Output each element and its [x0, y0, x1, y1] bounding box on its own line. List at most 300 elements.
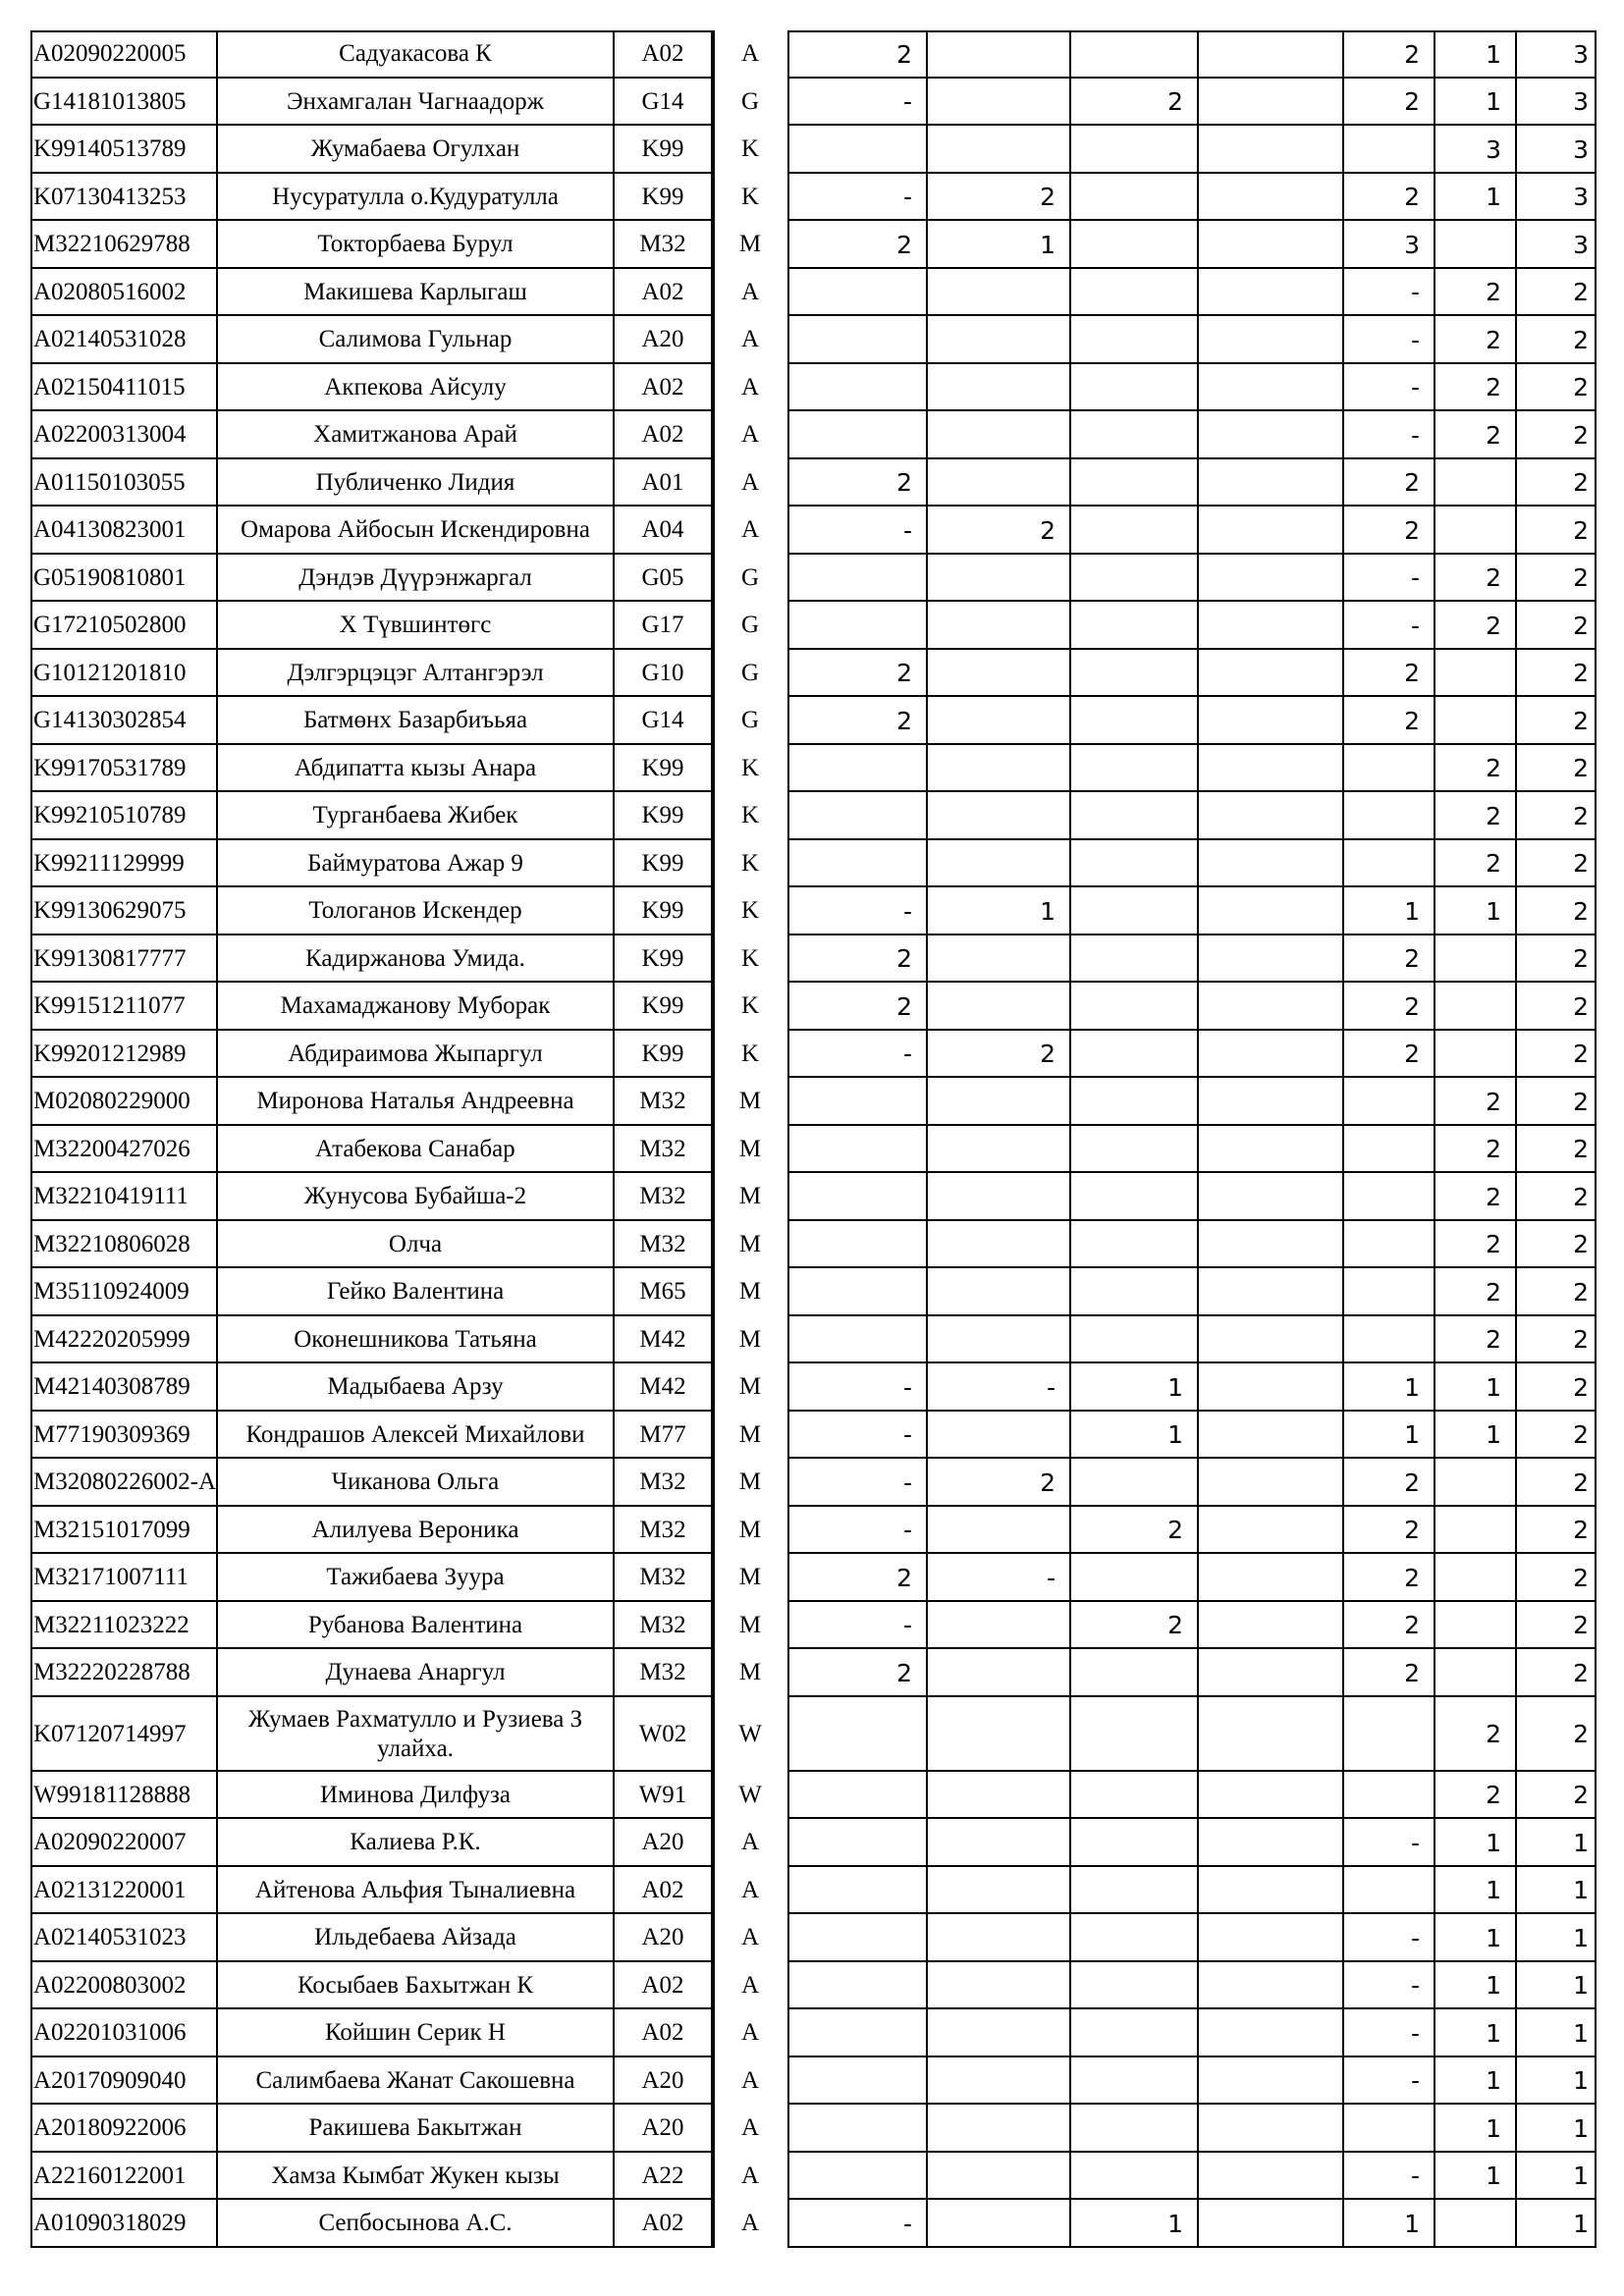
score-cell-3	[1071, 1554, 1199, 1602]
score-cell-2	[928, 1078, 1071, 1126]
score-cell-2	[928, 269, 1071, 317]
score-cell-1	[787, 792, 928, 840]
group-letter: W	[738, 1720, 762, 1747]
score-cell-3	[1071, 1078, 1199, 1126]
score-cell-1: -	[787, 1031, 928, 1079]
region-code: G14	[615, 79, 713, 127]
person-name: Нусуратулла о.Кудуратулла	[218, 174, 615, 222]
score-cell-5	[1344, 1221, 1435, 1269]
score-cell-4	[1199, 983, 1344, 1031]
score-cell-7: 1	[1573, 1828, 1589, 1857]
record-id: M32210419111	[30, 1173, 218, 1221]
person-name: Турганбаева Жибек	[218, 792, 615, 840]
score-cell-4	[1199, 1867, 1344, 1915]
score-cell-3	[1071, 269, 1199, 317]
score-cell-5: 1	[1344, 1363, 1435, 1412]
record-id: K99170531789	[30, 745, 218, 793]
score-cell-1	[787, 269, 928, 317]
score-cell-5	[1344, 745, 1435, 793]
score-cell-7: 2	[1573, 1182, 1589, 1211]
score-cell-3	[1071, 2153, 1199, 2201]
score-cell-4	[1199, 364, 1344, 412]
score-cell-7: 3	[1573, 183, 1589, 212]
score-cell-7: 2	[1573, 1468, 1589, 1497]
score-cell-6	[1435, 1649, 1517, 1697]
score-cell-5	[1344, 1772, 1435, 1820]
score-cell-4	[1199, 1459, 1344, 1507]
score-cell-3	[1071, 1126, 1199, 1174]
region-code: A22	[615, 2153, 713, 2201]
score-cell-4	[1199, 887, 1344, 935]
score-cell-3	[1071, 1031, 1199, 1079]
score-cell-7: 1	[1573, 1876, 1589, 1905]
score-cell-6: 2	[1435, 269, 1517, 317]
score-cell-7: 1	[1573, 2066, 1589, 2096]
score-cell-2	[928, 2153, 1071, 2201]
record-id: A02201031006	[30, 2009, 218, 2057]
score-cell-1	[787, 1221, 928, 1269]
score-cell-6	[1435, 935, 1517, 984]
record-id: A04130823001	[30, 507, 218, 555]
score-cell-5: 2	[1344, 507, 1435, 555]
record-id: A02090220007	[30, 1819, 218, 1867]
score-cell-3	[1071, 983, 1199, 1031]
score-cell-1	[787, 1819, 928, 1867]
record-id: G05190810801	[30, 555, 218, 603]
score-cell-2	[928, 2009, 1071, 2057]
person-name: Салимбаева Жанат Сакошевна	[218, 2057, 615, 2106]
region-code: A20	[615, 1914, 713, 1962]
score-cell-5: -	[1344, 1914, 1435, 1962]
score-cell-3: 1	[1071, 1412, 1199, 1460]
score-cell-7: 2	[1573, 1516, 1589, 1545]
group-letter: G	[740, 87, 760, 115]
score-cell-5: 2	[1344, 983, 1435, 1031]
score-cell-7: 2	[1573, 420, 1589, 450]
person-name: Кадиржанова Умида.	[218, 935, 615, 984]
record-id: G17210502800	[30, 602, 218, 650]
score-cell-4	[1199, 1962, 1344, 2010]
score-cell-7: 2	[1573, 325, 1589, 354]
score-cell-3: 2	[1071, 79, 1199, 127]
region-code: M65	[615, 1268, 713, 1316]
region-code: K99	[615, 792, 713, 840]
score-cell-6: 1	[1435, 79, 1517, 127]
score-cell-2	[928, 1602, 1071, 1650]
score-cell-1: -	[787, 1602, 928, 1650]
score-cell-3	[1071, 411, 1199, 459]
score-cell-4	[1199, 1268, 1344, 1316]
group-letter: A	[740, 1829, 760, 1856]
score-cell-4	[1199, 1363, 1344, 1412]
record-id: M35110924009	[30, 1268, 218, 1316]
score-cell-4	[1199, 1126, 1344, 1174]
score-cell-1: -	[787, 1412, 928, 1460]
region-code: A02	[615, 1962, 713, 2010]
score-cell-2: -	[928, 1554, 1071, 1602]
score-cell-2	[928, 1126, 1071, 1174]
score-cell-2	[928, 1697, 1071, 1772]
group-letter: A	[740, 516, 760, 544]
score-cell-4	[1199, 1819, 1344, 1867]
score-cell-1	[787, 1126, 928, 1174]
record-id: K99130817777	[30, 935, 218, 984]
score-cell-3	[1071, 1649, 1199, 1697]
score-cell-5: 2	[1344, 30, 1435, 79]
score-cell-3: 1	[1071, 1363, 1199, 1412]
record-id: K99140513789	[30, 126, 218, 174]
score-cell-7: 2	[1573, 896, 1589, 926]
score-cell-6: 2	[1435, 1221, 1517, 1269]
score-cell-5: -	[1344, 2009, 1435, 2057]
group-letter: G	[740, 563, 760, 591]
person-name: Жунусова Бубайша-2	[218, 1173, 615, 1221]
score-cell-1: 2	[787, 935, 928, 984]
group-letter: M	[738, 1183, 762, 1210]
person-name: Тологанов Искендер	[218, 887, 615, 935]
score-cell-6: 1	[1435, 887, 1517, 935]
score-cell-5: 1	[1344, 1412, 1435, 1460]
region-code: A04	[615, 507, 713, 555]
record-id: K07120714997	[30, 1697, 218, 1772]
score-cell-4	[1199, 507, 1344, 555]
group-letter: A	[740, 1924, 760, 1951]
person-name: Абдипатта кызы Анара	[218, 745, 615, 793]
group-letter: A	[740, 2066, 760, 2094]
person-name: Миронова Наталья Андреевна	[218, 1078, 615, 1126]
score-cell-1	[787, 2105, 928, 2153]
score-cell-7: 2	[1573, 1230, 1589, 1259]
score-cell-4	[1199, 411, 1344, 459]
score-cell-7: 2	[1573, 373, 1589, 402]
group-letter: K	[740, 992, 760, 1020]
score-cell-1: 2	[787, 983, 928, 1031]
record-id: M32151017099	[30, 1507, 218, 1555]
score-cell-2	[928, 1867, 1071, 1915]
region-code: A02	[615, 2200, 713, 2248]
group-letter: M	[738, 1135, 762, 1162]
group-letter: A	[740, 2114, 760, 2142]
score-cell-5	[1344, 1078, 1435, 1126]
group-letter: M	[738, 1278, 762, 1306]
group-letter: M	[738, 1611, 762, 1638]
score-cell-6	[1435, 1554, 1517, 1602]
score-cell-4	[1199, 2057, 1344, 2106]
score-cell-3	[1071, 887, 1199, 935]
score-cell-3	[1071, 555, 1199, 603]
score-cell-1: 2	[787, 221, 928, 269]
score-cell-5: 2	[1344, 1602, 1435, 1650]
group-letter: M	[738, 1420, 762, 1448]
score-cell-4	[1199, 30, 1344, 79]
group-letter: M	[738, 1088, 762, 1115]
region-code: K99	[615, 983, 713, 1031]
score-cell-2	[928, 1962, 1071, 2010]
person-name: Гейко Валентина	[218, 1268, 615, 1316]
score-cell-4	[1199, 174, 1344, 222]
group-letter: M	[738, 1516, 762, 1543]
group-letter: G	[740, 659, 760, 686]
score-cell-6: 2	[1435, 1316, 1517, 1364]
score-cell-5: 2	[1344, 1459, 1435, 1507]
score-cell-6: 2	[1435, 840, 1517, 888]
region-code: A20	[615, 1819, 713, 1867]
score-cell-2	[928, 30, 1071, 79]
score-cell-2	[928, 935, 1071, 984]
score-cell-3	[1071, 1268, 1199, 1316]
person-name: Салимова Гульнар	[218, 316, 615, 364]
score-cell-4	[1199, 840, 1344, 888]
record-id: M32200427026	[30, 1126, 218, 1174]
score-cell-5: -	[1344, 2057, 1435, 2106]
group-letter: A	[740, 1876, 760, 1903]
score-cell-7: 3	[1573, 87, 1589, 117]
region-code: M77	[615, 1412, 713, 1460]
score-cell-4	[1199, 555, 1344, 603]
score-cell-7: 2	[1573, 468, 1589, 498]
score-cell-5: 1	[1344, 887, 1435, 935]
record-id: A01090318029	[30, 2200, 218, 2248]
score-cell-2	[928, 983, 1071, 1031]
score-cell-4	[1199, 1031, 1344, 1079]
score-cell-2	[928, 459, 1071, 507]
score-cell-6: 2	[1435, 316, 1517, 364]
score-cell-7: 3	[1573, 134, 1589, 164]
score-cell-6	[1435, 1031, 1517, 1079]
score-cell-6: 2	[1435, 1173, 1517, 1221]
group-letter: K	[740, 1040, 760, 1067]
score-cell-7: 2	[1573, 991, 1589, 1021]
score-cell-6: 2	[1435, 411, 1517, 459]
record-id: A02140531023	[30, 1914, 218, 1962]
record-id: K99151211077	[30, 983, 218, 1031]
region-code: K99	[615, 126, 713, 174]
person-name: Оконешникова Татьяна	[218, 1316, 615, 1364]
score-cell-3	[1071, 745, 1199, 793]
group-letter: M	[738, 1325, 762, 1353]
score-cell-2: -	[928, 1363, 1071, 1412]
group-letter: A	[740, 40, 760, 68]
region-code: M32	[615, 1507, 713, 1555]
score-cell-3	[1071, 1819, 1199, 1867]
score-cell-5: 2	[1344, 697, 1435, 745]
score-cell-7: 1	[1573, 2113, 1589, 2143]
region-code: M32	[615, 1173, 713, 1221]
region-code: K99	[615, 745, 713, 793]
score-cell-2	[928, 650, 1071, 698]
person-name: Айтенова Альфия Тыналиевна	[218, 1867, 615, 1915]
score-cell-6	[1435, 1507, 1517, 1555]
group-letter: A	[740, 2019, 760, 2047]
score-cell-3	[1071, 507, 1199, 555]
person-name: Энхамгалан Чагнаадорж	[218, 79, 615, 127]
score-cell-2	[928, 2105, 1071, 2153]
score-cell-6: 1	[1435, 1962, 1517, 2010]
score-cell-4	[1199, 1602, 1344, 1650]
score-cell-3	[1071, 935, 1199, 984]
score-cell-1	[787, 602, 928, 650]
score-cell-5: -	[1344, 2153, 1435, 2201]
score-cell-3	[1071, 126, 1199, 174]
score-cell-5	[1344, 1316, 1435, 1364]
score-cell-2: 2	[928, 174, 1071, 222]
score-cell-6	[1435, 2200, 1517, 2248]
score-cell-1: -	[787, 1507, 928, 1555]
person-name: Жумабаева Огулхан	[218, 126, 615, 174]
score-cell-6: 1	[1435, 1819, 1517, 1867]
score-cell-6: 1	[1435, 1914, 1517, 1962]
record-id: K99211129999	[30, 840, 218, 888]
record-id: M32080226002-A	[30, 1459, 218, 1507]
score-cell-5: -	[1344, 1962, 1435, 2010]
score-cell-1	[787, 1772, 928, 1820]
score-cell-5: 2	[1344, 1031, 1435, 1079]
score-cell-4	[1199, 2200, 1344, 2248]
group-letter: K	[740, 802, 760, 829]
score-cell-5: -	[1344, 269, 1435, 317]
score-cell-3	[1071, 1772, 1199, 1820]
score-cell-2	[928, 602, 1071, 650]
score-cell-7: 2	[1573, 1720, 1589, 1748]
record-id: K07130413253	[30, 174, 218, 222]
score-cell-4	[1199, 1078, 1344, 1126]
score-cell-2	[928, 2057, 1071, 2106]
score-cell-7: 2	[1573, 278, 1589, 307]
score-cell-4	[1199, 1507, 1344, 1555]
score-cell-7: 2	[1573, 611, 1589, 640]
record-id: M77190309369	[30, 1412, 218, 1460]
score-cell-2	[928, 1316, 1071, 1364]
person-name: Ракишева Бакытжан	[218, 2105, 615, 2153]
score-cell-2: 2	[928, 1459, 1071, 1507]
person-name: Иминова Дилфуза	[218, 1772, 615, 1820]
person-name: Макишева Карлыгаш	[218, 269, 615, 317]
record-id: A01150103055	[30, 459, 218, 507]
score-cell-4	[1199, 1697, 1344, 1772]
region-code: M32	[615, 1459, 713, 1507]
score-cell-7: 2	[1573, 1277, 1589, 1307]
record-id: G14181013805	[30, 79, 218, 127]
record-id: A02140531028	[30, 316, 218, 364]
group-letter: M	[738, 1468, 762, 1496]
score-cell-2	[928, 316, 1071, 364]
group-letter: A	[740, 373, 760, 400]
score-cell-5: -	[1344, 364, 1435, 412]
score-cell-1	[787, 2057, 928, 2106]
score-cell-4	[1199, 1554, 1344, 1602]
score-cell-6: 1	[1435, 1412, 1517, 1460]
person-name: Хамитжанова Арай	[218, 411, 615, 459]
score-cell-7: 2	[1573, 659, 1589, 688]
score-cell-7: 1	[1573, 1923, 1589, 1952]
score-cell-6: 2	[1435, 555, 1517, 603]
group-letter: A	[740, 2210, 760, 2237]
score-cell-6	[1435, 221, 1517, 269]
score-cell-7: 2	[1573, 801, 1589, 830]
region-code: A20	[615, 2105, 713, 2153]
region-code: M32	[615, 1649, 713, 1697]
region-code: M32	[615, 221, 713, 269]
region-code: A20	[615, 2057, 713, 2106]
score-cell-7: 2	[1573, 944, 1589, 974]
score-cell-7: 1	[1573, 2209, 1589, 2238]
record-id: A02080516002	[30, 269, 218, 317]
score-cell-6	[1435, 1459, 1517, 1507]
person-name: Олча	[218, 1221, 615, 1269]
region-code: G17	[615, 602, 713, 650]
record-id: M42220205999	[30, 1316, 218, 1364]
group-letter: K	[740, 135, 760, 163]
score-cell-4	[1199, 2105, 1344, 2153]
score-cell-5: 2	[1344, 935, 1435, 984]
region-code: G10	[615, 650, 713, 698]
score-cell-4	[1199, 697, 1344, 745]
score-cell-7: 1	[1573, 2162, 1589, 2191]
region-code: M32	[615, 1221, 713, 1269]
score-cell-6	[1435, 507, 1517, 555]
score-cell-6: 1	[1435, 2057, 1517, 2106]
score-cell-5	[1344, 1173, 1435, 1221]
score-cell-1: 2	[787, 459, 928, 507]
score-cell-2	[928, 745, 1071, 793]
score-cell-6: 2	[1435, 745, 1517, 793]
score-cell-6: 1	[1435, 1867, 1517, 1915]
score-cell-5: 2	[1344, 174, 1435, 222]
score-cell-6: 2	[1435, 364, 1517, 412]
score-cell-5: 1	[1344, 2200, 1435, 2248]
record-id: K99201212989	[30, 1031, 218, 1079]
region-code: K99	[615, 887, 713, 935]
score-cell-1: -	[787, 1363, 928, 1412]
score-cell-4	[1199, 2009, 1344, 2057]
region-code: G05	[615, 555, 713, 603]
region-code: W02	[615, 1697, 713, 1772]
score-cell-3	[1071, 1914, 1199, 1962]
score-cell-5	[1344, 1268, 1435, 1316]
score-cell-1: -	[787, 79, 928, 127]
score-cell-2: 1	[928, 221, 1071, 269]
score-cell-5	[1344, 840, 1435, 888]
score-cell-2	[928, 1649, 1071, 1697]
person-name: Хамза Кымбат Жукен кызы	[218, 2153, 615, 2201]
score-cell-2	[928, 1173, 1071, 1221]
region-code: A02	[615, 2009, 713, 2057]
record-id: M32220228788	[30, 1649, 218, 1697]
score-cell-4	[1199, 221, 1344, 269]
score-cell-1	[787, 126, 928, 174]
region-code: M32	[615, 1126, 713, 1174]
score-cell-3	[1071, 2105, 1199, 2153]
score-cell-4	[1199, 269, 1344, 317]
score-cell-3: 2	[1071, 1507, 1199, 1555]
score-cell-2	[928, 1268, 1071, 1316]
score-cell-7: 1	[1573, 2018, 1589, 2048]
score-cell-7: 2	[1573, 1372, 1589, 1402]
score-cell-3	[1071, 1173, 1199, 1221]
score-cell-6: 2	[1435, 1078, 1517, 1126]
score-cell-6	[1435, 650, 1517, 698]
score-cell-1: 2	[787, 650, 928, 698]
score-cell-3	[1071, 1962, 1199, 2010]
score-cell-1: -	[787, 2200, 928, 2248]
score-cell-3	[1071, 697, 1199, 745]
person-name: Калиева Р.К.	[218, 1819, 615, 1867]
score-cell-2	[928, 1221, 1071, 1269]
group-letter: A	[740, 421, 760, 449]
person-name: Акпекова Айсулу	[218, 364, 615, 412]
score-cell-6: 1	[1435, 2105, 1517, 2153]
score-cell-1: 2	[787, 30, 928, 79]
